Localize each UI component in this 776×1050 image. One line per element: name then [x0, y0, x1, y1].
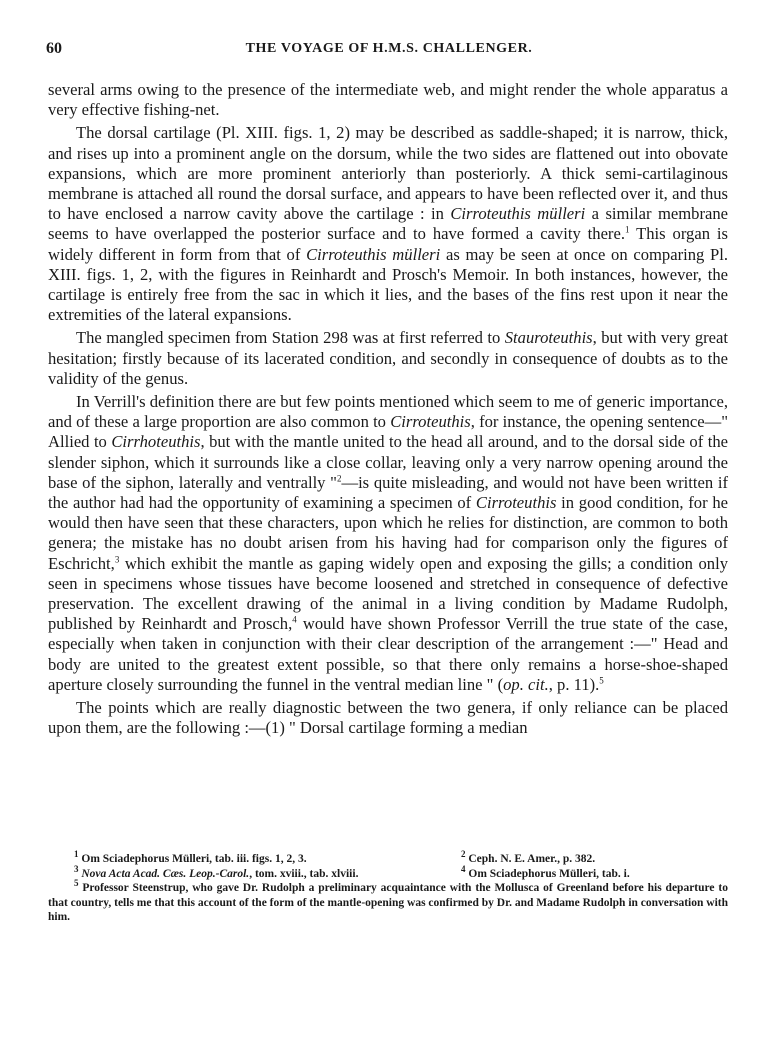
footnote-ref-5: 5 [599, 675, 604, 686]
footnote-ref-4: 4 [292, 614, 297, 625]
body-text [48, 80, 728, 739]
paragraph-4: In Verrill's definition there are but few points mentioned which seem to me of generic importance, and of these a large proportion are also common to Cirroteuthis, for instance, the opening sentence—" Allied to Cirrhoteuthis, but with the mantle united to the head all around, and to the dorsal side of the slender siphon, which it surrounds like a close collar, leaving only a very narrow opening around the base of the siphon, laterally and ventrally "$^2$—is quite misleading, and would not have been written if the author had had the opportunity of examining a specimen of Cirroteuthis in good condition, for he would then have seen that these characters, upon which he relies for distinction, are common to both genera; the mistake has no doubt arisen from his having had for comparison only the figures of Eschricht,$^3$ which exhibit the mantle as gaping widely open and exposing the gills; a condition only seen in specimens whose tissues have become loosened and stretched in consequence of defective preservation. The excellent drawing of the animal in a living condition by Madame Rudolph, published by Reinhardt and Prosch,$^4$ would have shown Professor Verrill the true state of the case, especially when taken in conjunction with their clear description of the arrangement :—" Head and body are united to the greatest extent possible, so that there only remains a horse-shoe-shaped aperture closely surrounding the funnel in the ventral median line " (op. cit., p. 11).$^5$ [48, 392, 729, 694]
footnote-3: $^3$ Nova Acta Acad. Cæs. Leop.-Carol., tom. xviii., tab. xlviii. [74, 863, 359, 880]
paragraph-3: The mangled specimen from Station 298 was at first referred to Stauroteuthis, but with very great hesitation; firstly because of its lacerated condition, and secondly in consequence of doubts as to the validity of the genus. [48, 328, 728, 388]
footnote-5: $^5$ Professor Steenstrup, who gave Dr. Rudolph a preliminary acquaintance with the Mollusca of Greenland before his departure to that country, tells me that this account of the form of the mantle-opening was confirmed by Dr. and Madame Rudolph in conversation with him. [48, 878, 728, 923]
paragraph-2: The dorsal cartilage (Pl. XIII. figs. 1, 2) may be described as saddle-shaped; it is narrow, thick, and rises up into a prominent angle on the dorsum, while the two sides are flattened out into obovate expansions, which are more prominent anteriorly than posteriorly. A thick semi-cartilaginous membrane is attached all round the dorsal surface, and appears to have been reflected over it, and thus to have enclosed a narrow cavity above the cartilage : in Cirroteuthis mülleri a similar membrane seems to have overlapped the posterior surface and to have formed a cavity there.$^1$ This organ is widely different in form from that of Cirroteuthis mülleri as may be seen at once on comparing Pl. XIII. figs. 1, 2, with the figures in Reinhardt and Prosch's Memoir. In both instances, however, the cartilage is entirely free from the sac in which it lies, and the bases of the fins rest upon it near the extremities of the lateral expansions. [48, 123, 729, 325]
footnote-ref-3: 3 [114, 554, 120, 565]
paragraph-1: several arms owing to the presence of the intermediate web, and might render the whole apparatus a very effective fishing-net. [48, 80, 728, 120]
footnote-1: $^1$ Om Sciadephorus Mülleri, tab. iii. figs. 1, 2, 3. [74, 849, 307, 865]
footnote-4: $^4$ Om Sciadephorus Mülleri, tab. i. [461, 863, 630, 880]
page-header [46, 40, 732, 64]
footnotes [48, 849, 728, 925]
running-title: THE VOYAGE OF H.M.S. CHALLENGER. [245, 41, 533, 56]
page-number: 60 [46, 40, 62, 57]
footnote-ref-2: 2 [336, 473, 342, 484]
footnote-ref-1: 1 [624, 224, 630, 235]
footnote-2: $^2$ Ceph. N. E. Amer., p. 382. [461, 849, 596, 865]
footnote-row [48, 863, 728, 882]
footnote-row [48, 849, 728, 867]
paragraph-5: The points which are really diagnostic between the two genera, if only reliance can be placed upon them, are the following :—(1) " Dorsal cartilage forming a median [48, 698, 728, 738]
